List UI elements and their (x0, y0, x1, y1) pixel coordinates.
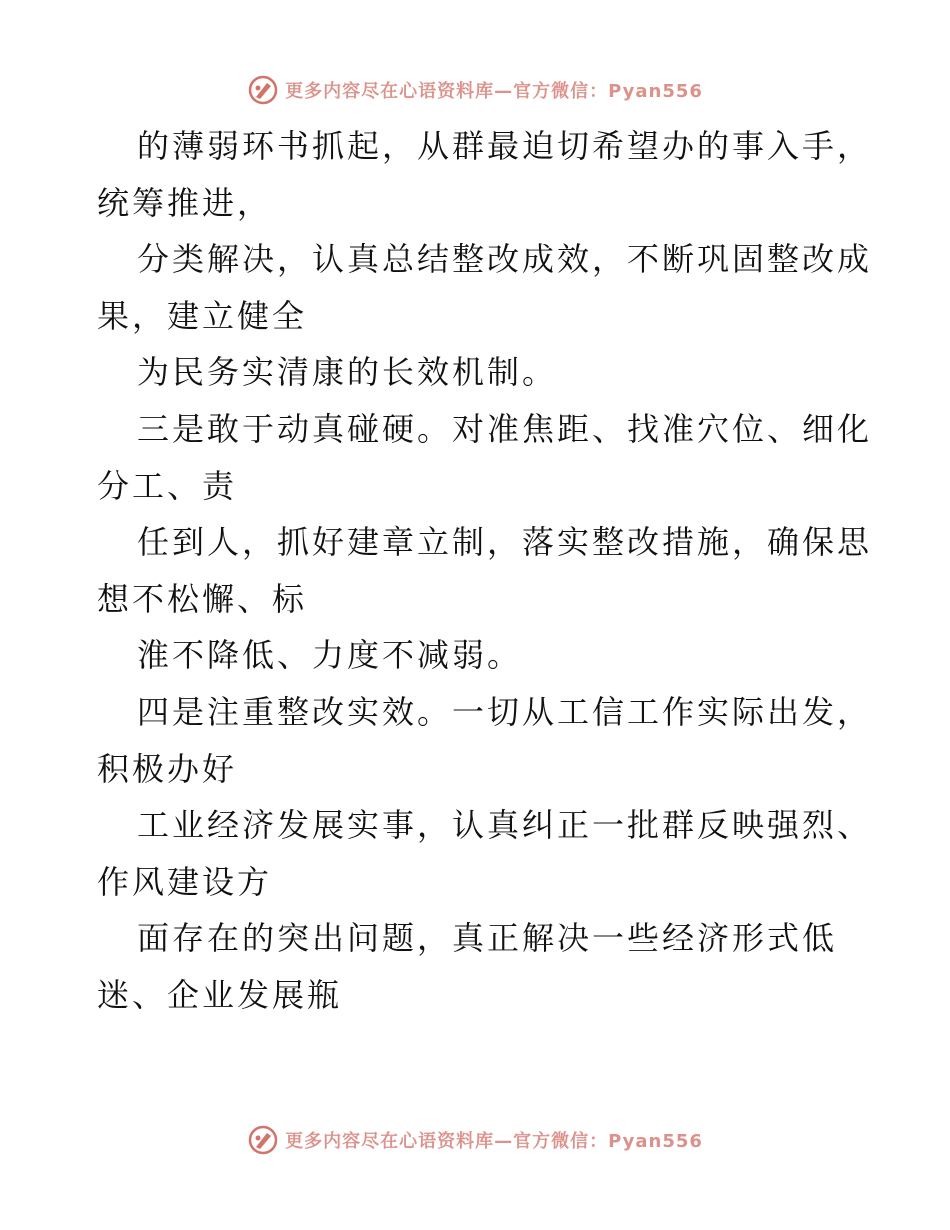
header-banner-text: 更多内容尽在心语资料库—官方微信：Pyan556 (285, 81, 703, 102)
paragraph-line: 工业经济发展实事，认真纠正一批群反映强烈、 (137, 806, 873, 845)
paragraph-line: 迷、企业发展瓶 (97, 975, 343, 1014)
paragraph-line: 分工、责 (97, 466, 238, 505)
paragraph-line: 积极办好 (97, 749, 238, 788)
document-body (97, 118, 873, 1024)
footer-banner (0, 1120, 950, 1160)
pen-logo-icon (247, 1124, 279, 1156)
paragraph-line: 三是敢于动真碰硬。对准焦距、找准穴位、细化 (137, 409, 873, 448)
paragraph-line: 四是注重整改实效。一切从工信工作实际出发， (137, 692, 873, 731)
paragraph-line: 作风建设方 (97, 862, 273, 901)
paragraph-line: 的薄弱环书抓起，从群最迫切希望办的事入手， (137, 127, 873, 165)
paragraph-line: 果，建立健全 (97, 296, 308, 335)
paragraph-line: 分类解决，认真总结整改成效，不断巩固整改成 (137, 240, 873, 279)
paragraph-line: 想不松懈、标 (97, 579, 308, 618)
paragraph-line: 统筹推进， (97, 183, 273, 222)
footer-banner-text: 更多内容尽在心语资料库—官方微信：Pyan556 (285, 1131, 703, 1152)
paragraph-line: 淮不降低、力度不减弱。 (137, 636, 523, 675)
header-banner (0, 70, 950, 110)
pen-logo-icon (247, 74, 279, 106)
paragraph-line: 任到人，抓好建章立制，落实整改措施，确保思 (137, 523, 873, 562)
paragraph-line: 面存在的突出问题，真正解决一些经济形式低 (137, 919, 838, 958)
paragraph-line: 为民务实清康的长效机制。 (137, 353, 558, 392)
